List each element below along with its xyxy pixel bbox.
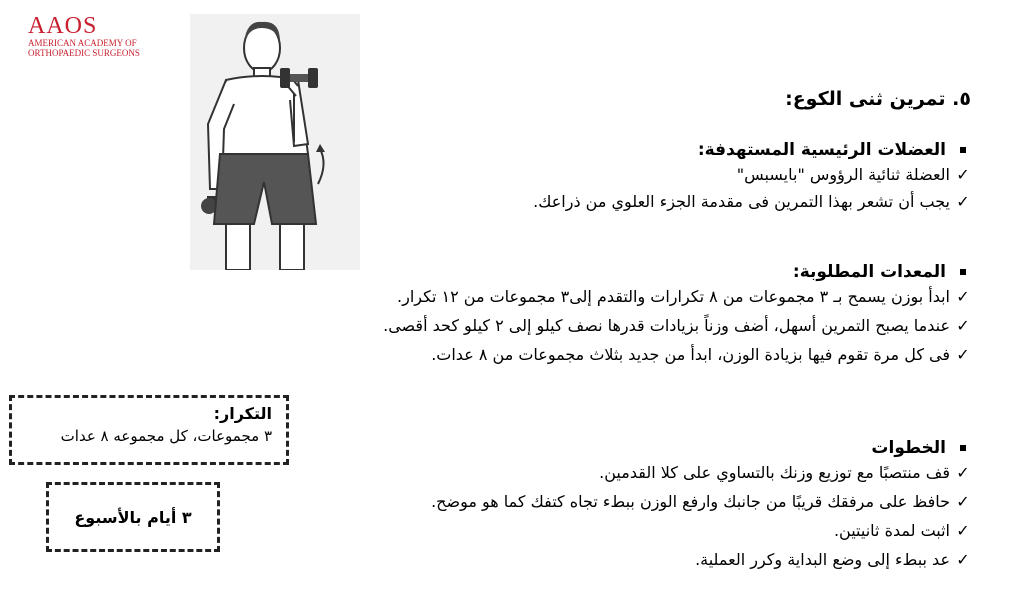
bicep-curl-illustration bbox=[190, 14, 360, 270]
check-icon: ✓ bbox=[956, 287, 970, 306]
list-item: ✓حافظ على مرفقك قريبًا من جانبك وارفع الوزن ببطء تجاه كتفك كما هو موضح. bbox=[431, 487, 976, 516]
bullet-square-icon bbox=[960, 147, 966, 153]
exercise-title: ٥. تمرين ثنى الكوع: bbox=[785, 88, 971, 110]
list-item: ✓قف منتصبًا مع توزيع وزنك بالتساوي على كلا القدمين. bbox=[431, 458, 976, 487]
reps-heading: التكرار: bbox=[213, 404, 272, 423]
section-heading-muscles: العضلات الرئيسية المستهدفة: bbox=[533, 140, 966, 160]
section-heading-equipment: المعدات المطلوبة: bbox=[383, 262, 966, 282]
list-item: ✓عد ببطء إلى وضع البداية وكرر العملية. bbox=[431, 545, 976, 574]
check-icon: ✓ bbox=[956, 463, 970, 482]
check-icon: ✓ bbox=[956, 316, 970, 335]
check-icon: ✓ bbox=[956, 165, 970, 184]
logo-wordmark: AAOS bbox=[28, 13, 98, 39]
equipment-section bbox=[383, 262, 970, 369]
reps-text: ٣ مجموعات، كل مجموعه ٨ عدات bbox=[60, 427, 272, 445]
check-icon: ✓ bbox=[956, 192, 970, 211]
check-icon: ✓ bbox=[956, 550, 970, 569]
logo-line-2: ORTHOPAEDIC SURGEONS bbox=[28, 48, 140, 58]
list-item: ✓اثبت لمدة ثانيتين. bbox=[431, 516, 976, 545]
check-icon: ✓ bbox=[956, 492, 970, 511]
list-item: ✓عندما يصبح التمرين أسهل، أضف وزناً بزيادات قدرها نصف كيلو إلى ٢ كيلو كحد أقصى. bbox=[383, 311, 976, 340]
frequency-text: ٣ أيام بالأسبوع bbox=[74, 507, 192, 527]
check-icon: ✓ bbox=[956, 345, 970, 364]
bullet-square-icon bbox=[960, 269, 966, 275]
frequency-box bbox=[46, 482, 220, 552]
steps-section bbox=[431, 438, 970, 574]
reps-box bbox=[9, 395, 289, 465]
check-icon: ✓ bbox=[956, 521, 970, 540]
section-heading-steps: الخطوات bbox=[431, 438, 966, 458]
list-item: ✓العضلة ثنائية الرؤوس "بايسبس" bbox=[533, 160, 976, 189]
aaos-logo bbox=[28, 14, 158, 58]
list-item: ✓ابدأ بوزن يسمح بـ ٣ مجموعات من ٨ تكرارات والتقدم إلى٣ مجموعات من ١٢ تكرار. bbox=[383, 282, 976, 311]
muscles-section bbox=[533, 140, 970, 215]
logo-line-1: AMERICAN ACADEMY OF bbox=[28, 38, 137, 48]
bullet-square-icon bbox=[960, 445, 966, 451]
list-item: ✓يجب أن تشعر بهذا التمرين فى مقدمة الجزء العلوي من ذراعك. bbox=[533, 189, 976, 215]
list-item: ✓فى كل مرة تقوم فيها بزيادة الوزن، ابدأ من جديد بثلاث مجموعات من ٨ عدات. bbox=[383, 340, 976, 369]
